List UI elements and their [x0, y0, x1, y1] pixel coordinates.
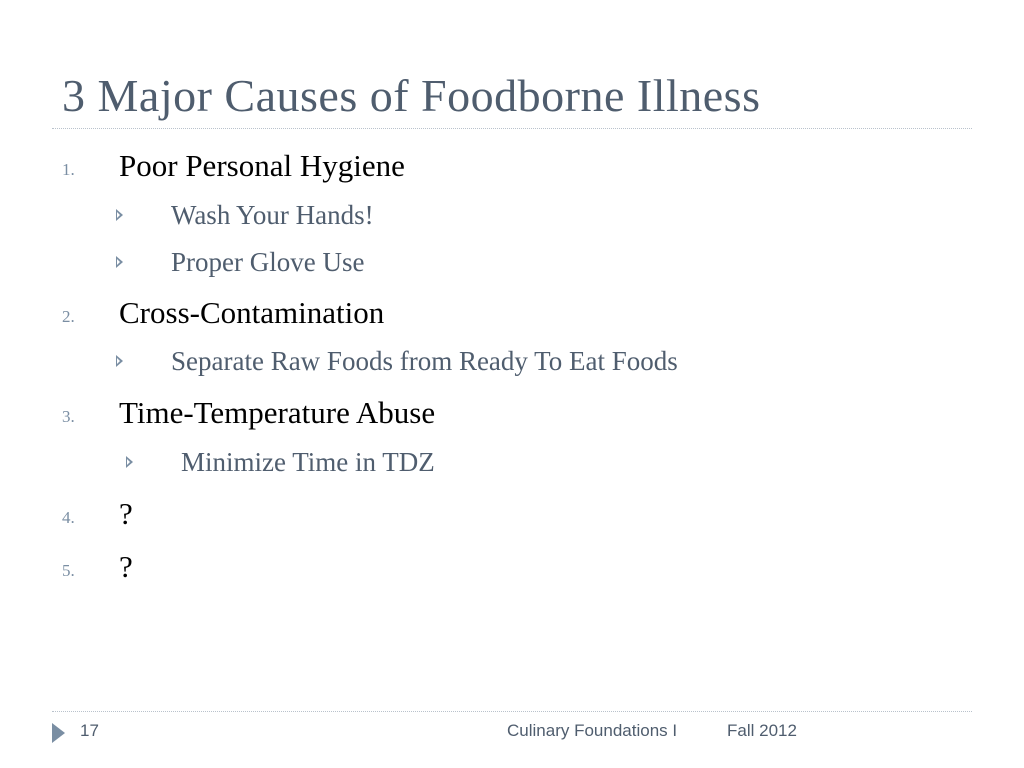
list-number: 2.	[62, 307, 75, 326]
triangle-bullet-icon	[126, 456, 133, 468]
triangle-marker-icon	[52, 723, 65, 743]
list-number: 4.	[62, 508, 75, 527]
list-item-label: ?	[119, 496, 133, 531]
triangle-bullet-icon	[116, 209, 123, 221]
list-item-label: Poor Personal Hygiene	[119, 148, 405, 183]
page-number: 17	[80, 721, 99, 740]
sub-list-item-label: Minimize Time in TDZ	[181, 447, 435, 477]
triangle-bullet-icon	[116, 355, 123, 367]
list-number: 1.	[62, 160, 75, 179]
footer-divider	[52, 711, 972, 712]
triangle-bullet-icon	[116, 256, 123, 268]
footer-course: Culinary Foundations I	[507, 721, 678, 740]
list-item-label: Cross-Contamination	[119, 295, 385, 330]
sub-list-item-label: Separate Raw Foods from Ready To Eat Foods	[171, 346, 678, 376]
sub-list-item-label: Wash Your Hands!	[171, 200, 374, 230]
list-item-label: Time-Temperature Abuse	[119, 395, 436, 430]
slide-title: 3 Major Causes of Foodborne Illness	[62, 70, 761, 121]
list-number: 5.	[62, 561, 75, 580]
sub-list-item-label: Proper Glove Use	[171, 247, 365, 277]
list-item-label: ?	[119, 549, 133, 584]
footer-term: Fall 2012	[727, 721, 797, 740]
list-number: 3.	[62, 407, 75, 426]
title-divider	[52, 128, 972, 129]
